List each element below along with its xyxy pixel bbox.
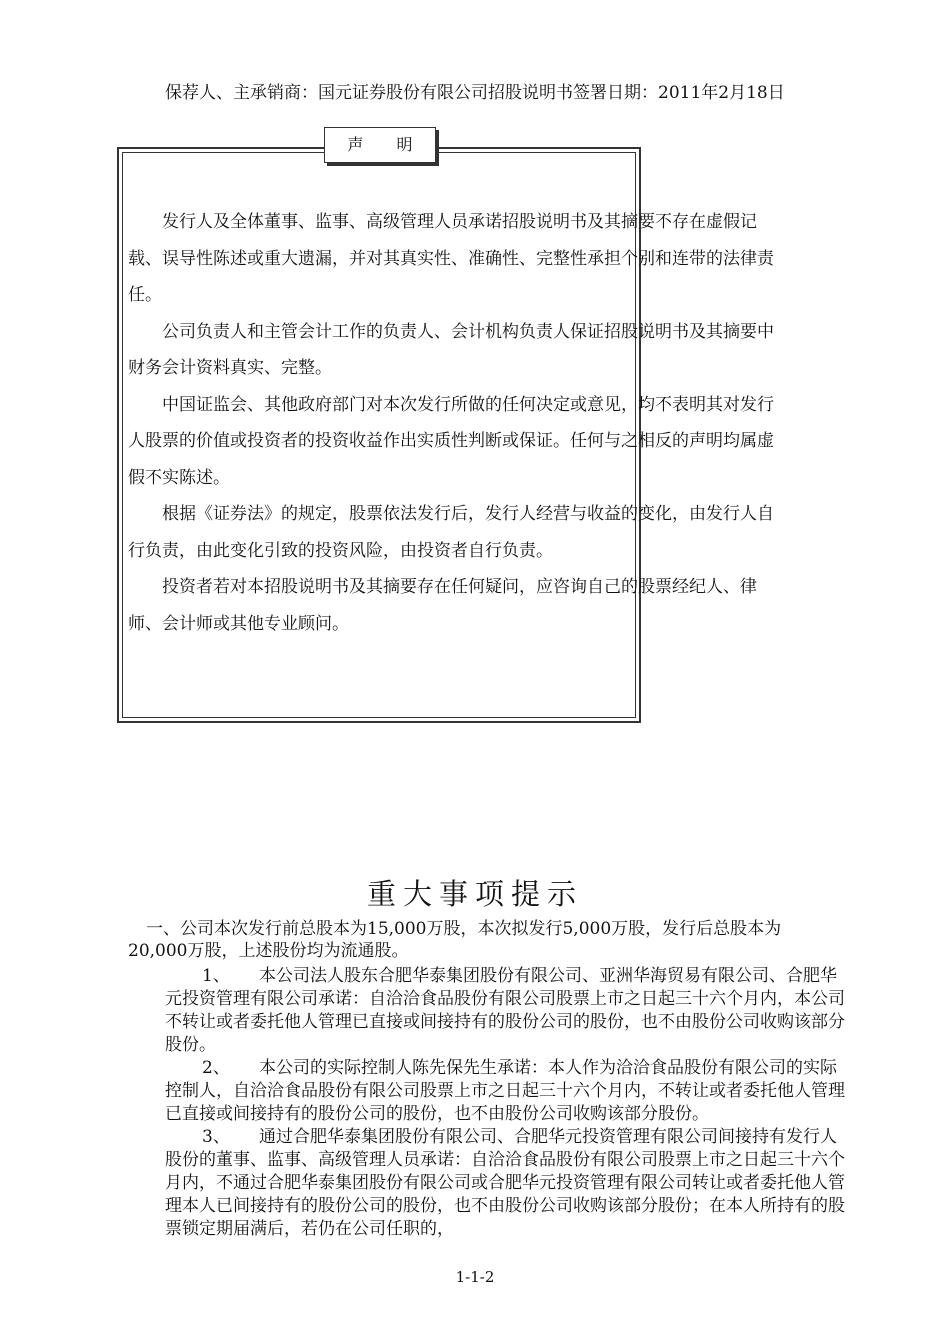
item-text: 本公司的实际控制人陈先保先生承诺：本人作为洽洽食品股份有限公司的实际控制人，自洽洽食品股份有限公司股票上市之日起三十六个月内，不转让或者委托他人管理已直接或间接持有的股份公司的股份，也不由股份公司收购该部分股份。 — [165, 1058, 845, 1124]
item-text: 本公司法人股东合肥华泰集团股份有限公司、亚洲华海贸易有限公司、合肥华元投资管理有限公司承诺：自洽洽食品股份有限公司股票上市之日起三十六个月内，本公司不转让或者委托他人管理已直接或间接持有的股份公司的股份，也不由股份公司收购该部分股份。 — [165, 966, 845, 1055]
declaration-paragraph: 中国证监会、其他政府部门对本次发行所做的任何决定或意见，均不表明其对发行人股票的价值或投资者的投资收益作出实质性判断或保证。任何与之相反的声明均属虚假不实陈述。 — [128, 394, 774, 488]
major-matters-heading: 重大事项提示 — [366, 877, 583, 911]
item-number: 3、 — [202, 1127, 230, 1147]
item-text: 通过合肥华泰集团股份有限公司、合肥华元投资管理有限公司间接持有发行人股份的董事、监事、高级管理人员承诺：自洽洽食品股份有限公司股票上市之日起三十六个月内，不通过合肥华泰集团股份有限公司或合肥华元投资管理有限公司转让或者委托他人管理本人已间接持有的股份公司的股份，也不由股份公司收购该部分股份；在本人所持有的股票锁定期届满后，若仍在公司任职的， — [165, 1127, 845, 1239]
commitment-list — [165, 965, 851, 1241]
declaration-body — [128, 204, 788, 642]
intro-paragraph: 一、公司本次发行前总股本为15,000万股，本次拟发行5,000万股，发行后总股本为20,000万股，上述股份均为流通股。 — [128, 919, 782, 961]
major-matters-intro — [128, 918, 828, 962]
declaration-paragraph: 公司负责人和主管会计工作的负责人、会计机构负责人保证招股说明书及其摘要中财务会计资料真实、完整。 — [128, 321, 774, 378]
item-number: 1、 — [202, 966, 230, 986]
declaration-paragraph: 投资者若对本招股说明书及其摘要存在任何疑问，应咨询自己的股票经纪人、律师、会计师或其他专业顾问。 — [128, 577, 757, 634]
list-item — [165, 965, 851, 1057]
declaration-paragraph: 根据《证券法》的规定，股票依法发行后，发行人经营与收益的变化，由发行人自行负责，由此变化引致的投资风险，由投资者自行负责。 — [128, 504, 774, 561]
item-number: 2、 — [202, 1058, 230, 1078]
list-item — [165, 1057, 851, 1126]
page-number: 1-1-2 — [455, 1268, 495, 1286]
sponsor-and-date-line: 保荐人、主承销商：国元证券股份有限公司招股说明书签署日期：2011年2月18日 — [165, 83, 785, 103]
declaration-title: 声 明 — [324, 127, 436, 163]
declaration-paragraph: 发行人及全体董事、监事、高级管理人员承诺招股说明书及其摘要不存在虚假记载、误导性陈述或重大遗漏，并对其真实性、准确性、完整性承担个别和连带的法律责任。 — [128, 212, 774, 305]
list-item — [165, 1126, 851, 1241]
